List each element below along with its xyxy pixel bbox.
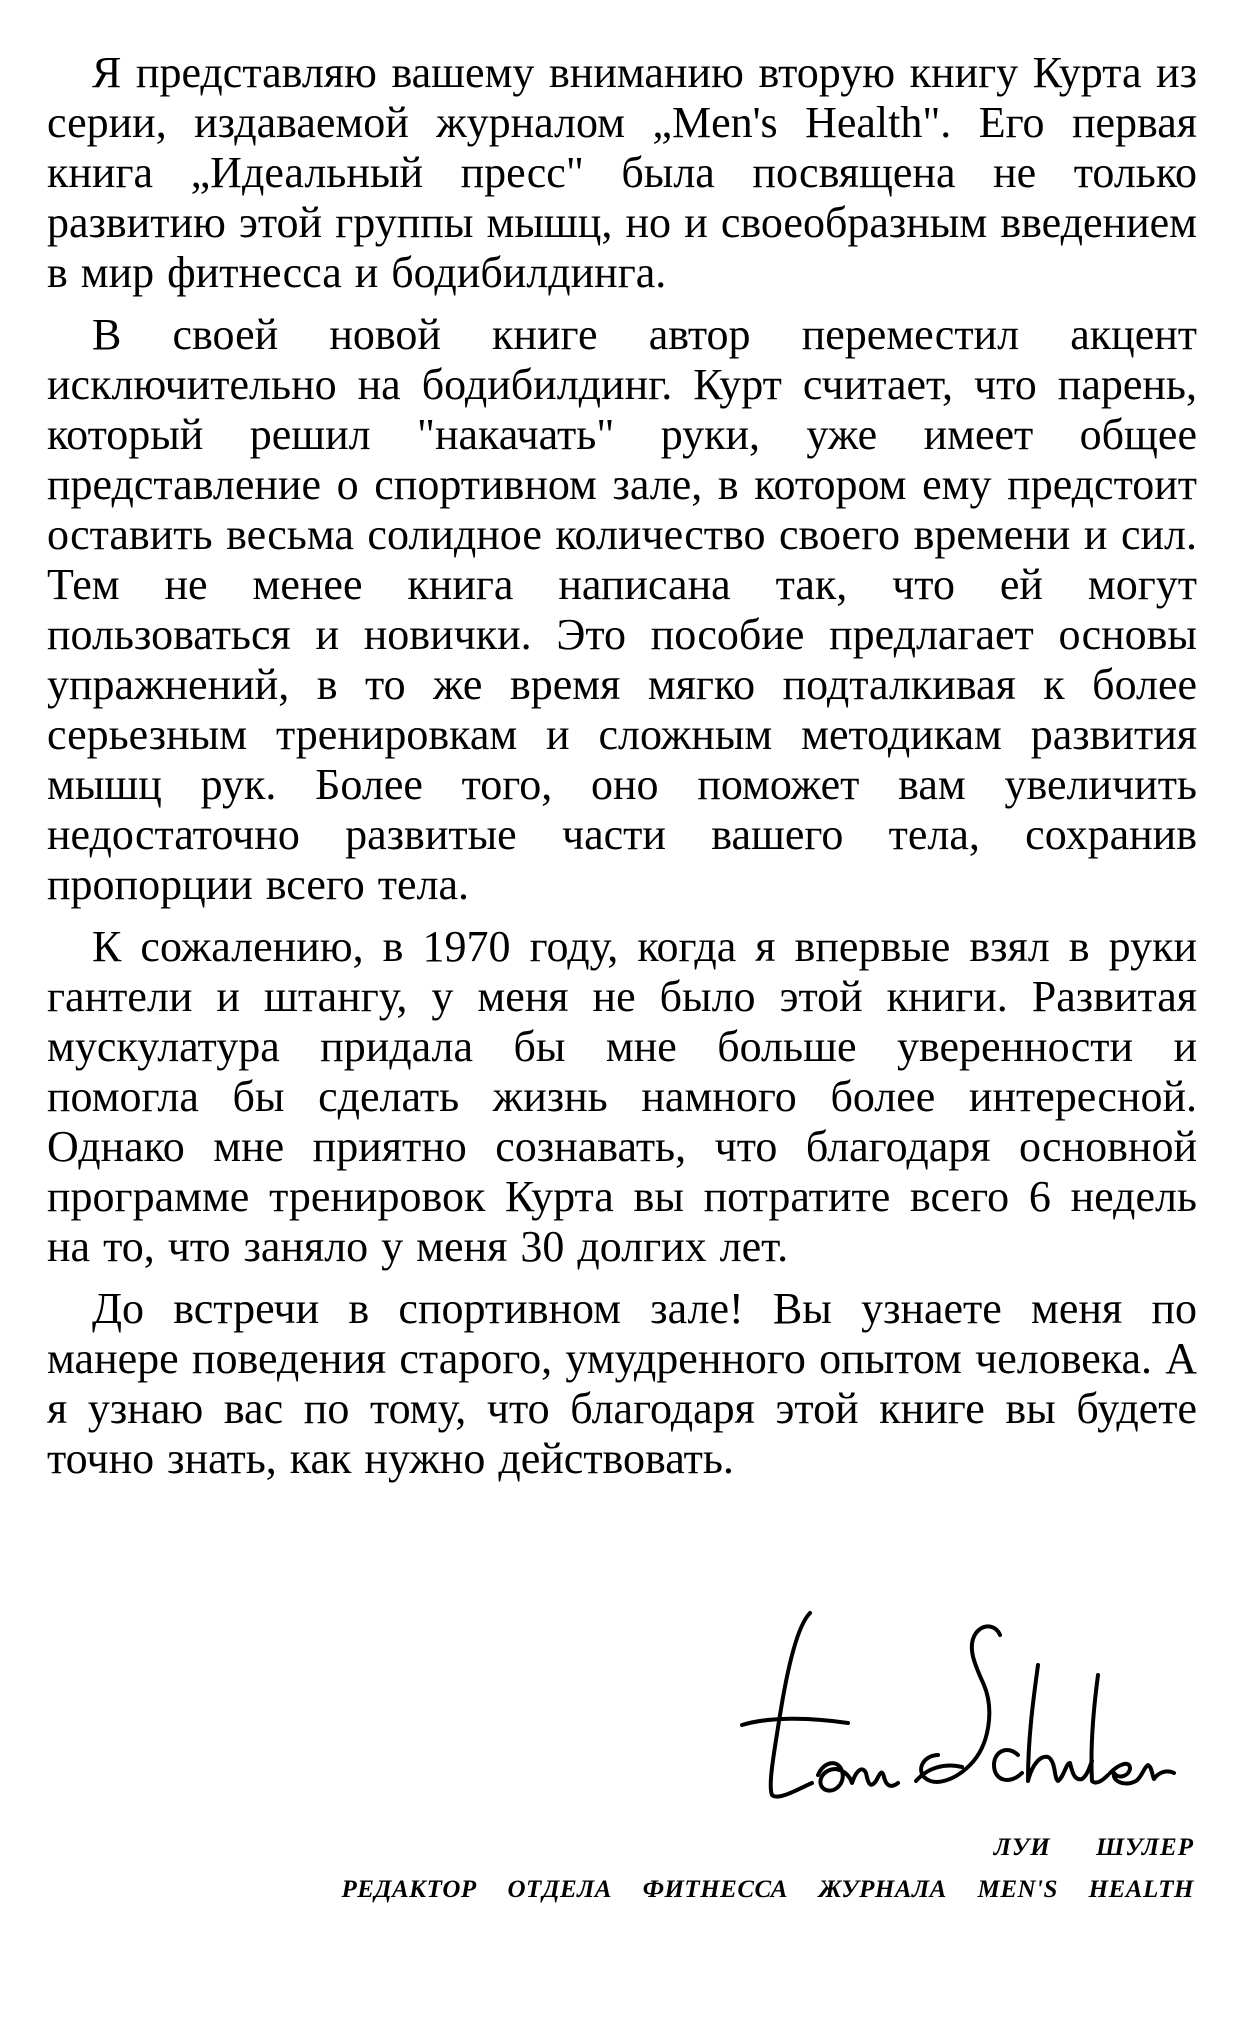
handwritten-signature [738,1605,1178,1810]
author-title: РЕДАКТОР ОТДЕЛА ФИТНЕССА ЖУРНАЛА MEN'S HEALTH [341,1876,1194,1903]
paragraph-2: В своей новой книге автор переместил акцент исключительно на бодибилдинг. Курт считает, что парень, который решил "накачать" руки, уже имеет общее представление о спортивном зале, в котором ему предстоит оставить весьма солидное количество своего времени и сил. Тем не менее книга написана так, что ей могут пользоваться и новички. Это пособие предлагает основы упражнений, в то же время мягко подталкивая к более серьезным тренировкам и сложным методикам развития мышц рук. Более того, оно поможет вам увеличить недостаточно развитые части вашего тела, сохранив пропорции всего тела. [47,310,1197,909]
signature-icon [738,1605,1178,1810]
paragraph-4: До встречи в спортивном зале! Вы узнаете меня по манере поведения старого, умудренного опытом человека. А я узнаю вас по тому, что благодаря этой книге вы будете точно знать, как нужно действовать. [47,1284,1197,1483]
foreword-text [47,48,1197,1496]
paragraph-3: К сожалению, в 1970 году, когда я впервые взял в руки гантели и штангу, у меня не было этой книги. Развитая мускулатура придала бы мне больше уверенности и помогла бы сделать жизнь намного более интересной. Однако мне приятно сознавать, что благодаря основной программе тренировок Курта вы потратите всего 6 недель на то, что заняло у меня 30 долгих лет. [47,922,1197,1271]
paragraph-1: Я представляю вашему вниманию вторую книгу Курта из серии, издаваемой журналом „Men's Health". Его первая книга „Идеальный пресс" была посвящена не только развитию этой группы мышц, но и своеобразным введением в мир фитнесса и бодибилдинга. [47,48,1197,297]
author-name: ЛУИ ШУЛЕР [993,1834,1194,1861]
